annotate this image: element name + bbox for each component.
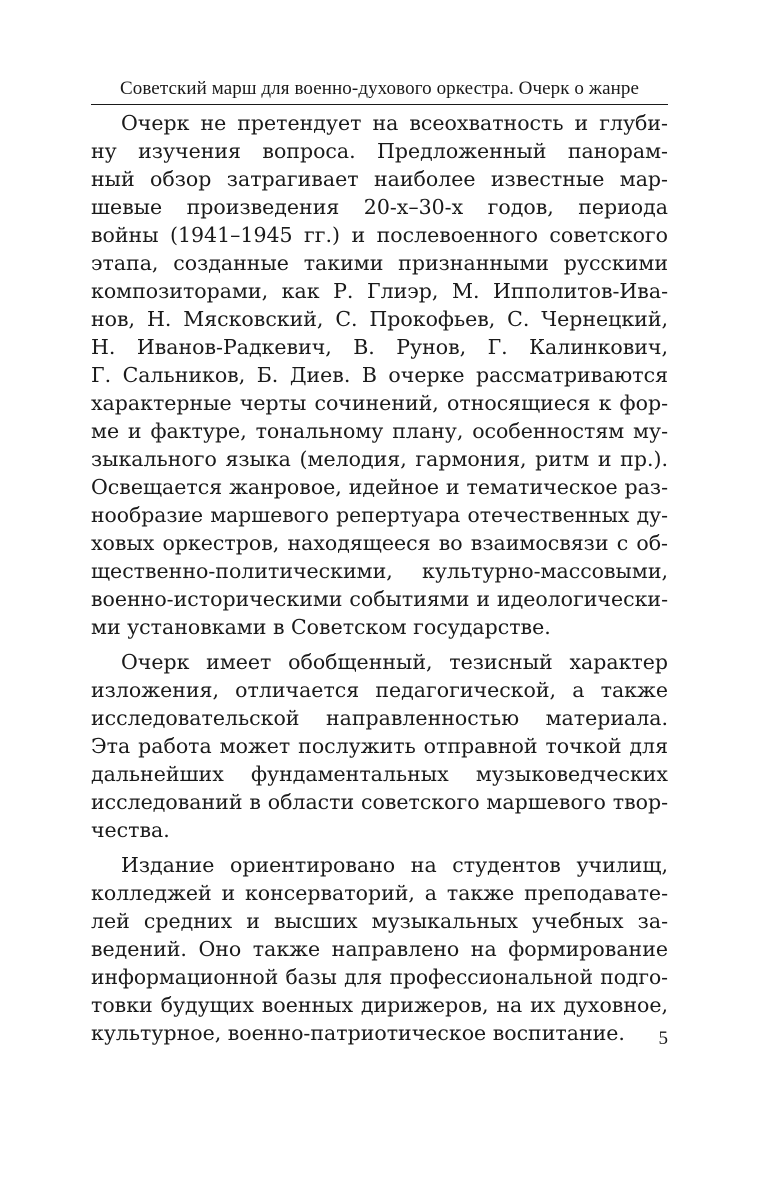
paragraph-gap	[91, 844, 668, 851]
text-line: товки будущих военных дирижеров, на их духовное,	[91, 993, 668, 1017]
paragraph-1	[91, 109, 668, 641]
text-line: ну изучения вопроса. Предложенный панорам-	[91, 139, 668, 163]
text-line: ведений. Оно также направлено на формирование	[91, 937, 668, 961]
text-line: Н. Иванов-Радкевич, В. Рунов, Г. Калинкович,	[91, 335, 668, 359]
text-line: Очерк имеет обобщенный, тезисный характер	[121, 650, 668, 674]
text-line: чества.	[91, 818, 170, 842]
text-line: Г. Сальников, Б. Диев. В очерке рассматриваются	[91, 363, 668, 387]
text-line: военно-историческими событиями и идеологически-	[91, 587, 668, 611]
text-line: Очерк не претендует на всеохватность и глуби-	[121, 111, 668, 135]
page-number: 5	[658, 1028, 668, 1049]
body-text	[91, 109, 668, 1047]
text-line: характерные черты сочинений, относящиеся к фор-	[91, 391, 668, 415]
text-line: композиторами, как Р. Глиэр, М. Ипполитов-Ива-	[91, 279, 668, 303]
text-line: Эта работа может послужить отправной точкой для	[91, 734, 668, 758]
text-line: исследований в области советского маршевого твор-	[91, 790, 668, 814]
text-line: этапа, созданные такими признанными русскими	[91, 251, 668, 275]
text-line: лей средних и высших музыкальных учебных за-	[91, 909, 668, 933]
text-line: нов, Н. Мясковский, С. Прокофьев, С. Чернецкий,	[91, 307, 668, 331]
paragraph-gap	[91, 641, 668, 648]
text-line: нообразие маршевого репертуара отечественных ду-	[91, 503, 668, 527]
text-line: ме и фактуре, тональному плану, особенностям му-	[91, 419, 668, 443]
text-line: дальнейших фундаментальных музыковедческих	[91, 762, 668, 786]
text-line: войны (1941–1945 гг.) и послевоенного советского	[91, 223, 668, 247]
text-line: ховых оркестров, находящееся во взаимосвязи с об-	[91, 531, 668, 555]
text-line: исследовательской направленностью материала.	[91, 706, 668, 730]
text-line: щественно-политическими, культурно-массовыми,	[91, 559, 668, 583]
text-line: Освещается жанровое, идейное и тематическое раз-	[91, 475, 668, 499]
text-line: ми установками в Советском государстве.	[91, 615, 551, 639]
header-rule	[91, 104, 668, 105]
text-line: ный обзор затрагивает наиболее известные мар-	[91, 167, 668, 191]
text-line: шевые произведения 20-х–30-х годов, периода	[91, 195, 668, 219]
text-line: колледжей и консерваторий, а также преподавате-	[91, 881, 668, 905]
text-line: информационной базы для профессиональной подго-	[91, 965, 668, 989]
text-line: культурное, военно-патриотическое воспитание.	[91, 1021, 625, 1045]
paragraph-2	[91, 648, 668, 844]
paragraph-3	[91, 851, 668, 1047]
text-line: зыкального языка (мелодия, гармония, ритм и пр.).	[91, 447, 668, 471]
text-line: изложения, отличается педагогической, а также	[91, 678, 668, 702]
running-header: Советский марш для военно-духового оркестра. Очерк о жанре	[119, 78, 640, 99]
text-line: Издание ориентировано на студентов училищ,	[121, 853, 668, 877]
